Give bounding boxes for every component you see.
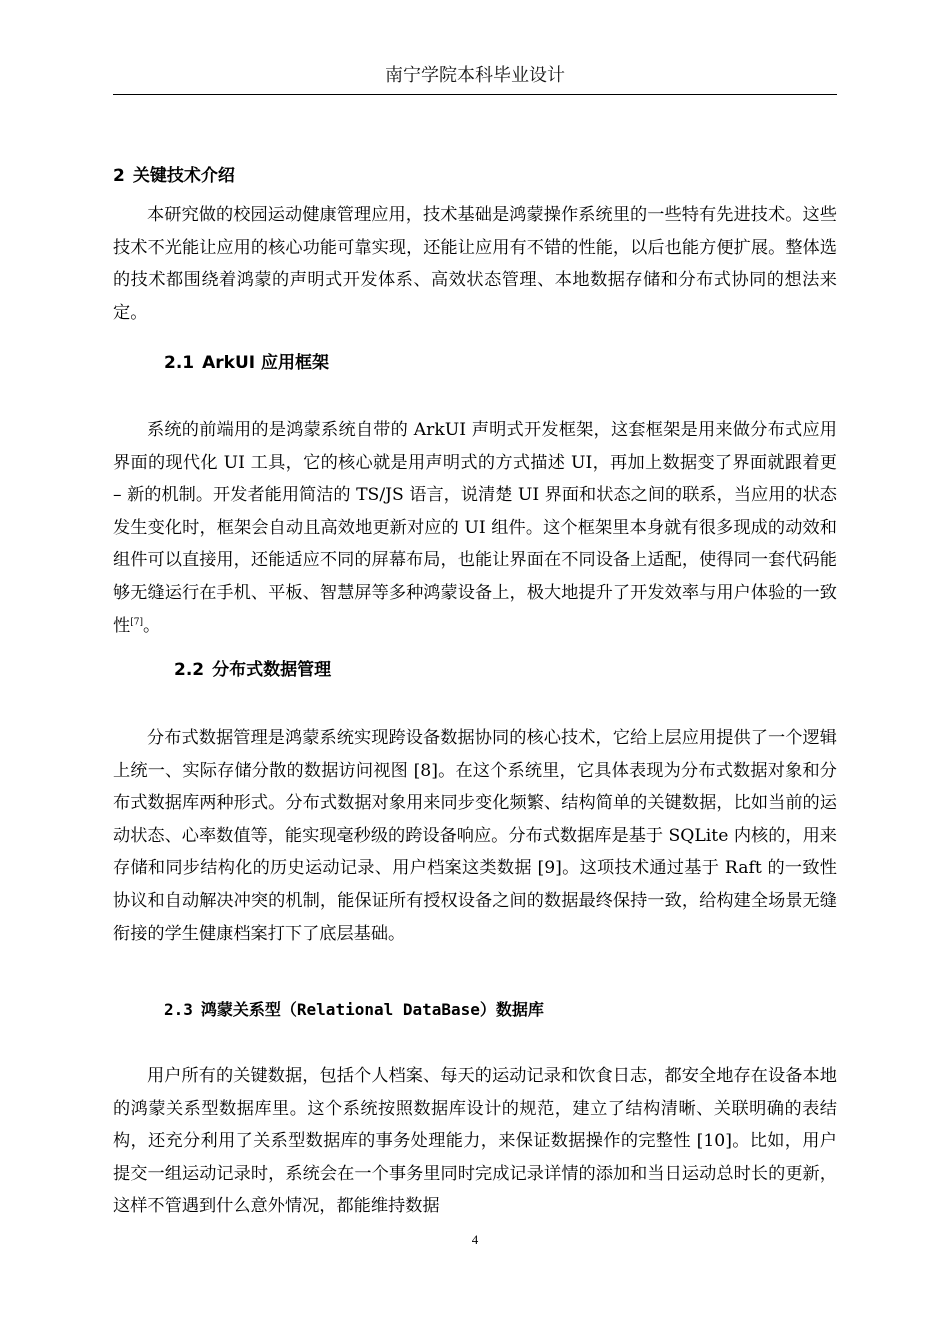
- section-2-3-number: 2.3: [164, 1000, 193, 1019]
- section-2-number: 2: [113, 166, 125, 186]
- section-2-1-paragraph: [113, 414, 837, 642]
- section-2-heading: [113, 164, 235, 188]
- section-2-title: 关键技术介绍: [132, 166, 235, 186]
- section-2-2-paragraph: 分布式数据管理是鸿蒙系统实现跨设备数据协同的核心技术，它给上层应用提供了一个逻辑上统一、实际存储分散的数据访问视图 [8]。在这个系统里，它具体表现为分布式数据对象和分布式数据库两种形式。分布式数据对象用来同步变化频繁、结构简单的关键数据，比如当前的运动状态、心率数值等，能实现毫秒级的跨设备响应。分布式数据库是基于 SQLite 内核的，用来存储和同步结构化的历史运动记录、用户档案这类数据 [9]。这项技术通过基于 Raft 的一致性协议和自动解决冲突的机制，能保证所有授权设备之间的数据最终保持一致，给构建全场景无缝衔接的学生健康档案打下了底层基础。: [113, 728, 837, 944]
- section-2-1-end: 。: [142, 615, 161, 636]
- section-2-intro-paragraph: 本研究做的校园运动健康管理应用，技术基础是鸿蒙操作系统里的一些特有先进技术。这些技术不光能让应用的核心功能可靠实现，还能让应用有不错的性能，以后也能方便扩展。整体选的技术都围绕着鸿蒙的声明式开发体系、高效状态管理、本地数据存储和分布式协同的想法来定。: [113, 205, 837, 323]
- section-2-3-paragraph: 用户所有的关键数据，包括个人档案、每天的运动记录和饮食日志，都安全地存在设备本地的鸿蒙关系型数据库里。这个系统按照数据库设计的规范，建立了结构清晰、关联明确的表结构，还充分利用了关系型数据库的事务处理能力，来保证数据操作的完整性 [10]。比如，用户提交一组运动记录时，系统会在一个事务里同时完成记录详情的添加和当日运动总时长的更新，这样不管遇到什么意外情况，都能维持数据: [113, 1066, 837, 1217]
- section-2-3-title: 鸿蒙关系型（Relational DataBase）数据库: [200, 1000, 544, 1019]
- section-2-1-body: 系统的前端用的是鸿蒙系统自带的 ArkUI 声明式开发框架，这套框架是用来做分布式应用界面的现代化 UI 工具，它的核心就是用声明式的方式描述 UI，再加上数据变了界面就跟着更 – 新的机制。开发者能用简洁的 TS/JS 语言，说清楚 UI 界面和状态之间的联系，当应用的状态发生变化时，框架会自动且高效地更新对应的 UI 组件。这个框架里本身就有很多现成的动效和组件可以直接用，还能适应不同的屏幕布局，也能让界面在不同设备上适配，使得同一套代码能够无缝运行在手机、平板、智慧屏等多种鸿蒙设备上，极大地提升了开发效率与用户体验的一致性: [113, 420, 837, 636]
- section-2-2-number: 2.2: [174, 660, 205, 680]
- section-2-1-title: ArkUI 应用框架: [202, 353, 330, 373]
- section-2-2-title: 分布式数据管理: [212, 660, 332, 680]
- section-2-2-heading: [174, 658, 331, 682]
- citation-7: [7]: [130, 616, 143, 627]
- section-2-1-number: 2.1: [164, 353, 195, 373]
- page-number: 4: [471, 1232, 479, 1247]
- page-header: 南宁学院本科毕业设计: [385, 65, 565, 86]
- header-divider: [113, 94, 837, 95]
- section-2-1-heading: [164, 351, 329, 375]
- section-2-3-heading: [164, 998, 544, 1022]
